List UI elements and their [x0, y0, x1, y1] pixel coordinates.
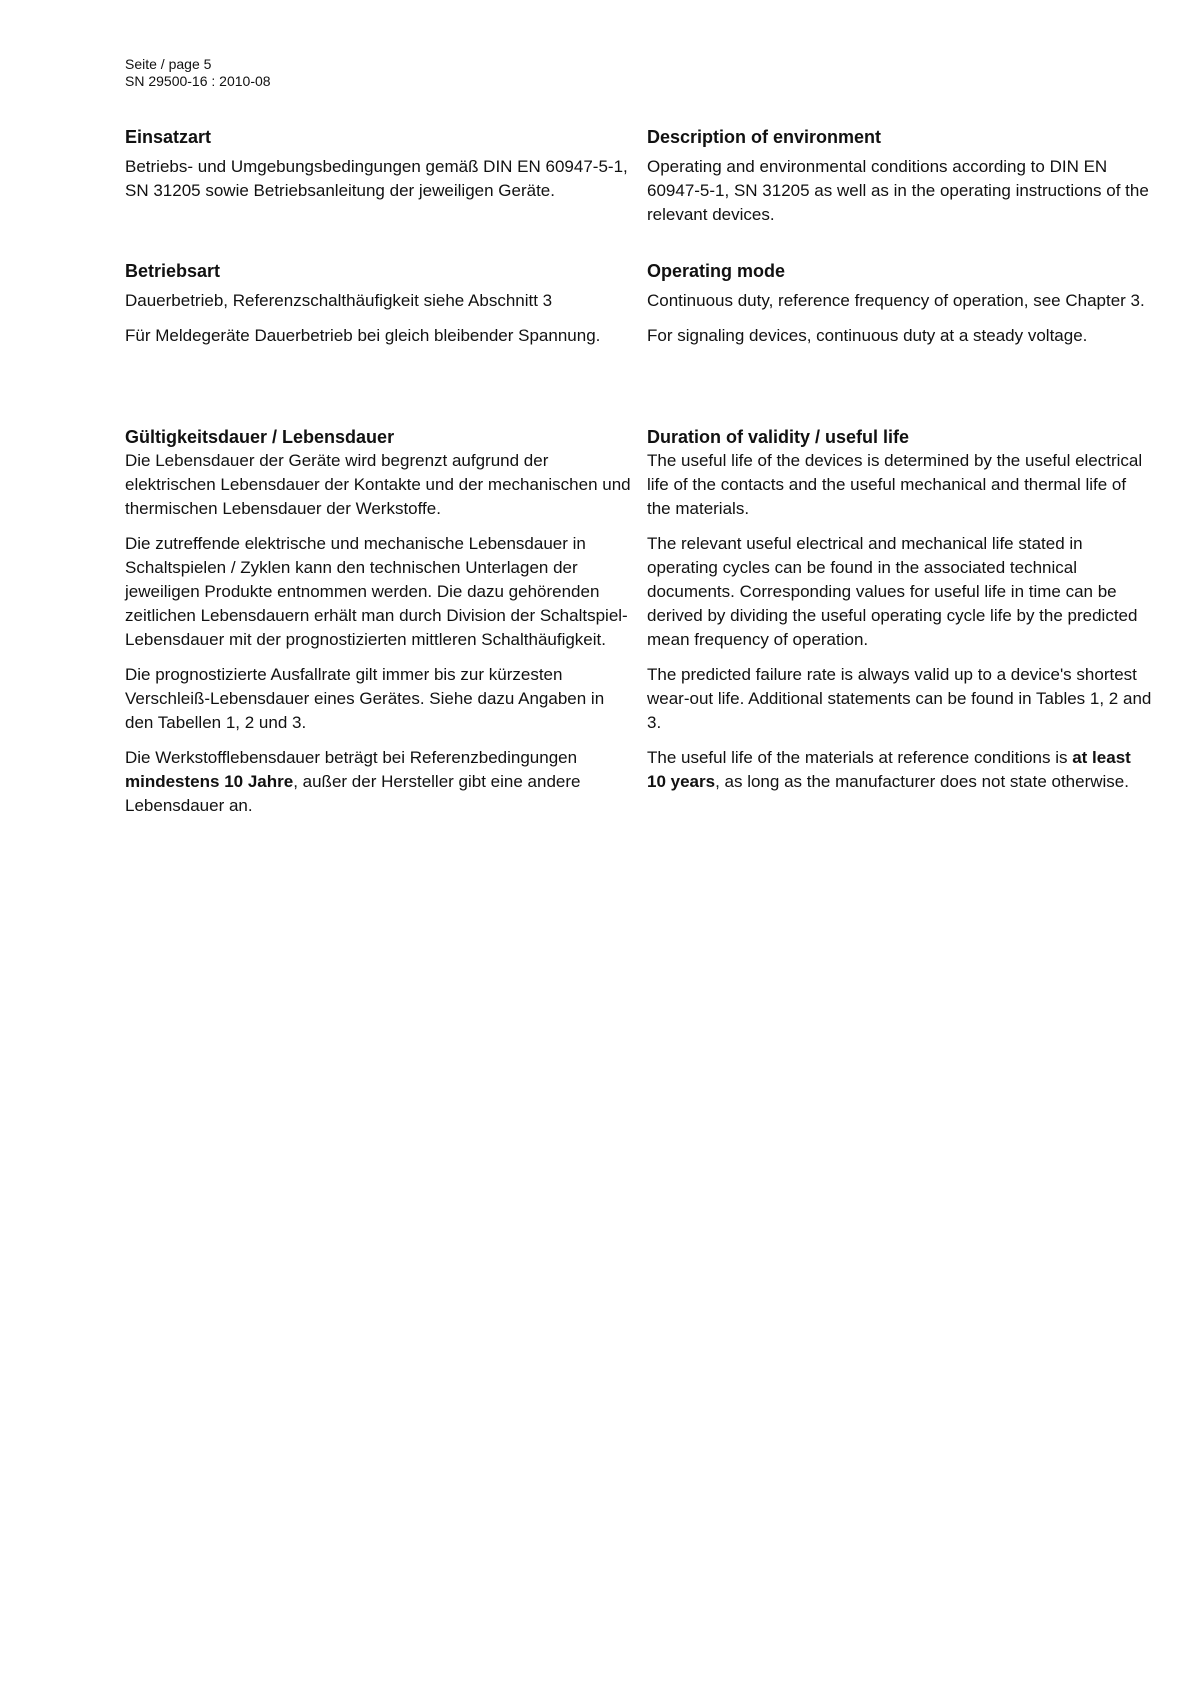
- section-useful-life: [647, 425, 1152, 794]
- paragraph: The relevant useful electrical and mechanical life stated in operating cycles can be found in the associated technical documents. Corresponding values for useful life in time can be derived by dividing the useful operating cycle life by the predicted mean frequency of operation.: [647, 534, 1138, 649]
- section-heading: Betriebsart: [125, 261, 221, 281]
- paragraph: Die zutreffende elektrische und mechanische Lebensdauer in Schaltspielen / Zyklen kann den technischen Unterlagen der jeweiligen Produkte entnommen werden. Die dazu gehörenden zeitlichen Lebensdauern erhält man durch Division der Schaltspiel-Lebensdauer mit der prognostizierten mittleren Schalthäufigkeit.: [125, 534, 628, 649]
- page-header: [125, 56, 271, 90]
- paragraph-material-life: [125, 746, 635, 818]
- section-description-of-environment: [647, 125, 1152, 259]
- english-column: [647, 125, 1152, 805]
- section-heading: Gültigkeitsdauer / Lebensdauer: [125, 427, 395, 447]
- text-run: The useful life of the materials at reference conditions is: [647, 748, 1073, 767]
- text-run: , außer der Hersteller gibt eine andere Lebensdauer an.: [125, 772, 581, 815]
- text-run: , as long as the manufacturer does not state otherwise.: [715, 772, 1129, 791]
- section-betriebsart: [125, 259, 635, 425]
- paragraph: Continuous duty, reference frequency of operation, see Chapter 3.: [647, 291, 1145, 310]
- paragraph: Die prognostizierte Ausfallrate gilt immer bis zur kürzesten Verschleiß-Lebensdauer eines Gerätes. Siehe dazu Angaben in den Tabellen 1, 2 und 3.: [125, 665, 605, 732]
- section-operating-mode: [647, 259, 1152, 425]
- bold-text-run: at least 10 years: [647, 748, 1131, 791]
- paragraph: Dauerbetrieb, Referenzschalthäufigkeit siehe Abschnitt 3: [125, 291, 553, 310]
- standard-reference: SN 29500-16 : 2010-08: [125, 73, 271, 89]
- bold-text-run: mindestens 10 Jahre: [125, 772, 294, 791]
- section-heading: Einsatzart: [125, 127, 212, 147]
- paragraph: Betriebs- und Umgebungsbedingungen gemäß DIN EN 60947-5-1, SN 31205 sowie Betriebsanleitung der jeweiligen Geräte.: [125, 157, 628, 200]
- section-heading: Description of environment: [647, 127, 882, 147]
- paragraph: Die Lebensdauer der Geräte wird begrenzt aufgrund der elektrischen Lebensdauer der Kontakte und der mechanischen und thermischen Lebensdauer der Werkstoffe.: [125, 451, 631, 518]
- section-heading: Operating mode: [647, 261, 786, 281]
- section-heading: Duration of validity / useful life: [647, 427, 910, 447]
- paragraph: Operating and environmental conditions according to DIN EN 60947-5-1, SN 31205 as well as in the operating instructions of the relevant devices.: [647, 157, 1149, 224]
- paragraph-material-life: [647, 746, 1152, 794]
- page-number: Seite / page 5: [125, 56, 212, 72]
- paragraph: The predicted failure rate is always valid up to a device's shortest wear-out life. Additional statements can be found in Tables 1, 2 and 3.: [647, 665, 1152, 732]
- paragraph: The useful life of the devices is determined by the useful electrical life of the contacts and the useful mechanical and thermal life of the materials.: [647, 451, 1143, 518]
- paragraph: Für Meldegeräte Dauerbetrieb bei gleich bleibender Spannung.: [125, 326, 601, 345]
- paragraph: For signaling devices, continuous duty at a steady voltage.: [647, 326, 1088, 345]
- section-lebensdauer: [125, 425, 635, 818]
- text-run: Die Werkstofflebensdauer beträgt bei Referenzbedingungen: [125, 748, 578, 767]
- german-column: [125, 125, 635, 829]
- section-einsatzart: [125, 125, 635, 259]
